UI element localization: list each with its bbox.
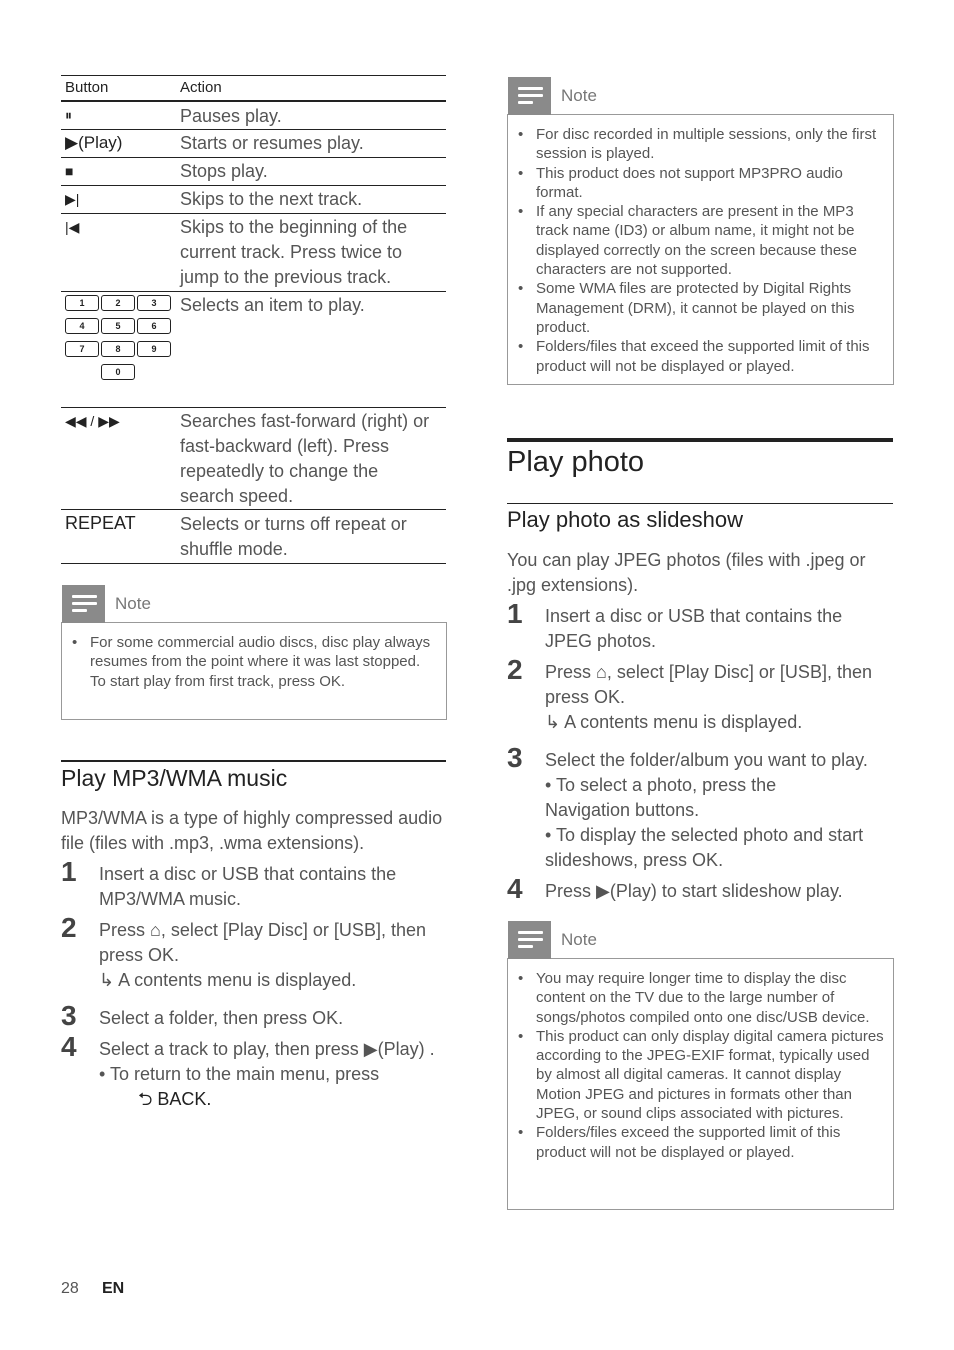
key-7: 7 bbox=[65, 341, 99, 357]
note-box bbox=[61, 594, 447, 720]
note-icon bbox=[62, 585, 105, 623]
step-text: Select the folder/album you want to play. bbox=[545, 750, 868, 770]
step-text: Press ▶(Play) to start slideshow play. bbox=[545, 881, 843, 901]
note-icon bbox=[508, 921, 551, 959]
sub-step: • To display the selected photo and start slideshows, press OK. bbox=[545, 825, 864, 870]
note-box bbox=[507, 930, 894, 1210]
button-action-table bbox=[61, 75, 446, 564]
step-text: Select a track to play, then press ▶(Play) . bbox=[99, 1039, 435, 1059]
row-action: Skips to the next track. bbox=[180, 189, 363, 209]
subsection-heading: Play photo as slideshow bbox=[507, 507, 744, 532]
sub-step: • To return to the main menu, press bbox=[99, 1064, 380, 1084]
section-intro: You can play JPEG photos (files with .jpeg or .jpg extensions). bbox=[507, 550, 866, 595]
table-row bbox=[61, 292, 446, 408]
key-3: 3 bbox=[137, 295, 171, 311]
row-action: Selects an item to play. bbox=[180, 295, 365, 315]
step-text: Select a folder, then press OK. bbox=[99, 1008, 344, 1028]
header-action: Action bbox=[180, 79, 222, 96]
key-2: 2 bbox=[101, 295, 135, 311]
key-8: 8 bbox=[101, 341, 135, 357]
subsection-rule bbox=[507, 503, 893, 504]
row-action: Stops play. bbox=[180, 161, 268, 181]
step-number: 2 bbox=[507, 654, 523, 685]
key-6: 6 bbox=[137, 318, 171, 334]
note-item: • This product can only display digital camera pictures according to the JPEG-EXIF format, typically used by almost all digital cameras. It cannot display Motion JPEG and pictures in formats other than JPEG, or sound clips associated with pictures. bbox=[536, 1027, 885, 1123]
note-header bbox=[508, 921, 893, 959]
note-title: Note bbox=[561, 930, 597, 949]
note-item: • Folders/files that exceed the supported limit of this product will not be displayed or played. bbox=[536, 337, 885, 376]
note-header bbox=[62, 585, 446, 623]
step-result: ↳ A contents menu is displayed. bbox=[545, 712, 803, 732]
note-item: • For disc recorded in multiple sessions, only the first session is played. bbox=[536, 125, 885, 164]
repeat-label: REPEAT bbox=[65, 513, 136, 533]
step-number: 3 bbox=[61, 1000, 77, 1031]
table-row bbox=[61, 510, 446, 564]
note-item: • Folders/files exceed the supported limit of this product will not be displayed or played. bbox=[536, 1123, 885, 1162]
language-code: EN bbox=[102, 1280, 125, 1297]
pause-icon: ⏸ bbox=[65, 107, 72, 123]
section-rule bbox=[507, 438, 893, 442]
key-9: 9 bbox=[137, 341, 171, 357]
note-list bbox=[62, 623, 446, 699]
note-item: • You may require longer time to display the disc content on the TV due to the large number of songs/photos compiled onto one disc/USB device. bbox=[536, 969, 885, 1027]
key-1: 1 bbox=[65, 295, 99, 311]
next-track-icon: ▶| bbox=[65, 191, 80, 207]
stop-icon: ■ bbox=[65, 163, 74, 179]
key-0: 0 bbox=[101, 364, 135, 380]
note-box bbox=[507, 86, 894, 385]
table-header bbox=[61, 75, 446, 102]
step-text: Insert a disc or USB that contains the MP3/WMA music. bbox=[99, 864, 397, 909]
row-action: Searches fast-forward (right) or fast-backward (left). Press repeatedly to change the search speed. bbox=[180, 411, 430, 506]
step-text: Insert a disc or USB that contains the JPEG photos. bbox=[545, 606, 843, 651]
play-button-label: ▶(Play) bbox=[65, 133, 123, 152]
note-list bbox=[508, 115, 893, 384]
key-5: 5 bbox=[101, 318, 135, 334]
note-list bbox=[508, 959, 893, 1170]
note-header bbox=[508, 77, 893, 115]
page-number: 28 bbox=[61, 1280, 79, 1297]
page-title: Play photo bbox=[507, 446, 645, 478]
step-number: 4 bbox=[507, 873, 523, 904]
key-4: 4 bbox=[65, 318, 99, 334]
step-number: 2 bbox=[61, 912, 77, 943]
note-item: • This product does not support MP3PRO audio format. bbox=[536, 164, 885, 203]
table-row bbox=[61, 214, 446, 292]
table-row bbox=[61, 186, 446, 214]
step-text: Press ⌂, select [Play Disc] or [USB], then press OK. bbox=[99, 920, 426, 965]
section-intro: MP3/WMA is a type of highly compressed audio file (files with .mp3, .wma extensions). bbox=[61, 808, 443, 853]
note-item: • Some WMA files are protected by Digital Rights Management (DRM), it cannot be played on this product. bbox=[536, 279, 885, 337]
note-icon bbox=[508, 77, 551, 115]
note-item: • If any special characters are present in the MP3 track name (ID3) or album name, it might not be displayed correctly on the screen because these characters are not supported. bbox=[536, 202, 885, 279]
row-action: Selects or turns off repeat or shuffle mode. bbox=[180, 514, 407, 559]
table-row bbox=[61, 158, 446, 186]
note-item: • For some commercial audio discs, disc play always resumes from the point where it was last stopped. To start play from first track, press OK. bbox=[90, 633, 438, 691]
table-row bbox=[61, 130, 446, 158]
row-action: Starts or resumes play. bbox=[180, 133, 364, 153]
step-text: Press ⌂, select [Play Disc] or [USB], then press OK. bbox=[545, 662, 872, 707]
section-heading: Play MP3/WMA music bbox=[61, 765, 288, 791]
fast-rewind-forward-icon: ◀◀ / ▶▶ bbox=[65, 413, 120, 429]
section-rule bbox=[61, 760, 446, 762]
step-number: 1 bbox=[507, 598, 523, 629]
row-action: Skips to the beginning of the current track. Press twice to jump to the previous track. bbox=[180, 217, 408, 287]
step-number: 3 bbox=[507, 742, 523, 773]
note-title: Note bbox=[561, 86, 597, 105]
table-row bbox=[61, 102, 446, 130]
sub-step: • To select a photo, press the Navigation buttons. bbox=[545, 775, 777, 820]
step-number: 1 bbox=[61, 856, 77, 887]
header-button: Button bbox=[65, 79, 109, 96]
step-result: ↳ A contents menu is displayed. bbox=[99, 970, 357, 990]
note-title: Note bbox=[115, 594, 151, 613]
step-number: 4 bbox=[61, 1031, 77, 1062]
previous-track-icon: |◀ bbox=[65, 219, 80, 235]
row-action: Pauses play. bbox=[180, 106, 282, 126]
back-label: ⮌ BACK. bbox=[138, 1089, 212, 1109]
table-row bbox=[61, 408, 446, 510]
